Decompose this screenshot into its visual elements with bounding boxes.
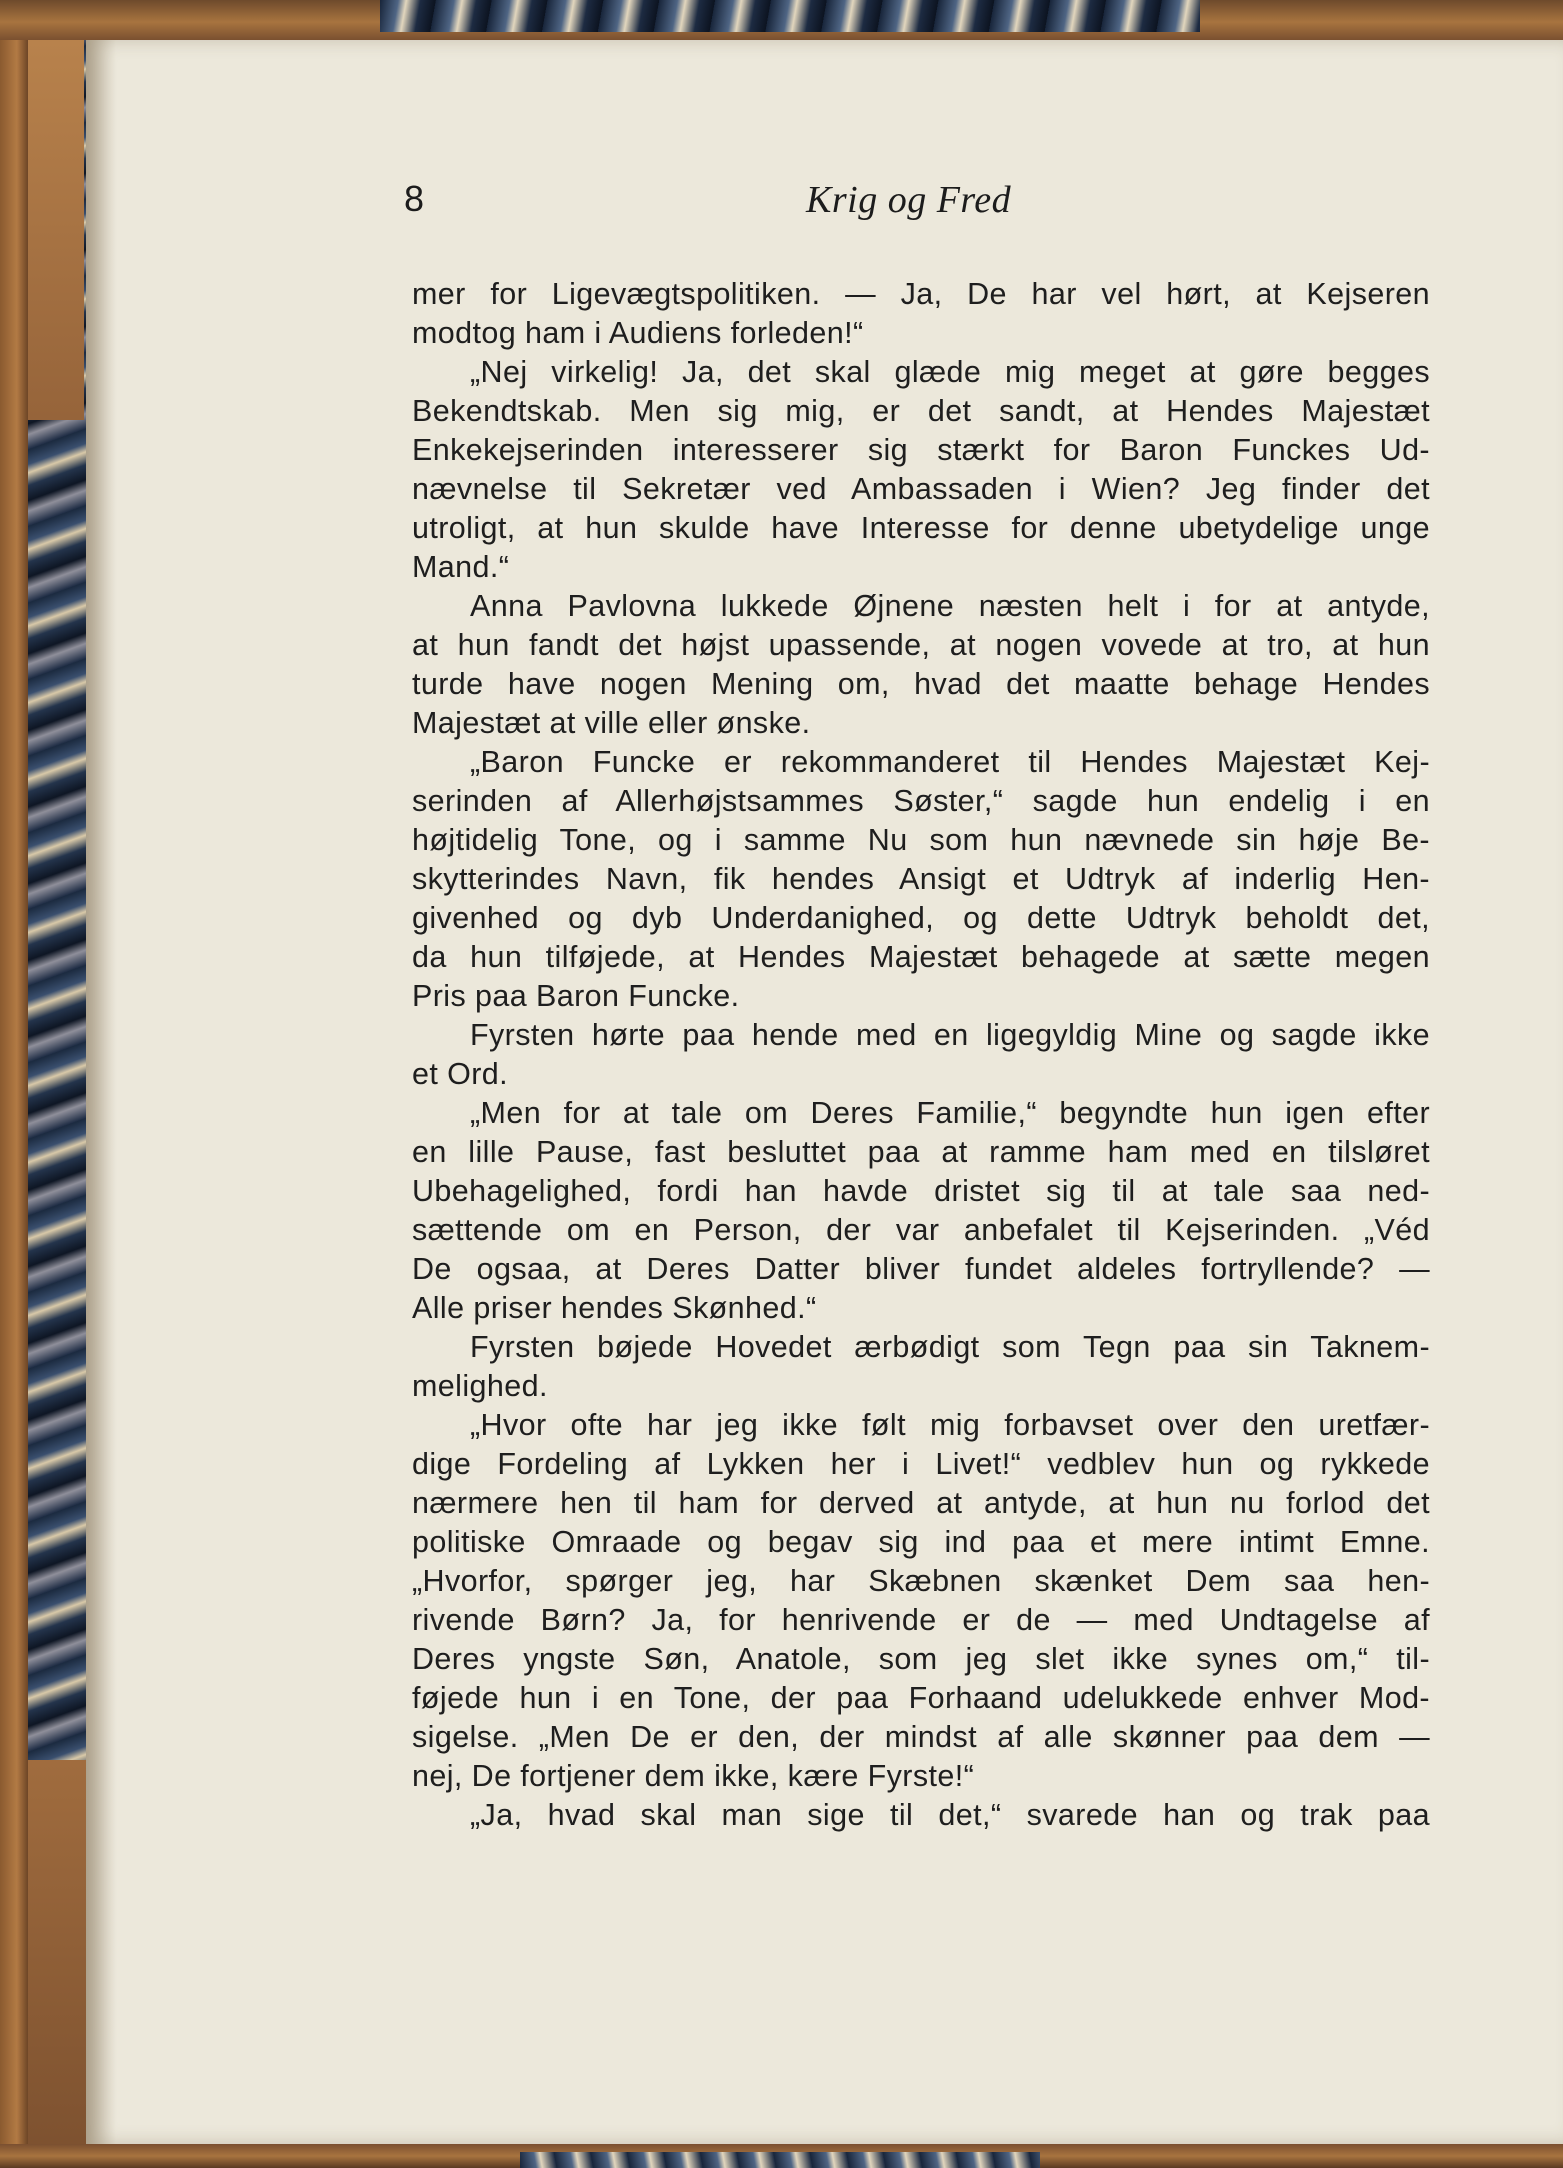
page-gutter-shadow	[86, 40, 116, 2144]
page-number: 8	[404, 178, 425, 219]
text-line: nærmere hen til ham for derved at antyde, at hun nu forlod det	[412, 1486, 1430, 1520]
text-line: „Baron Funcke er rekommanderet til Hendes Majestæt Kej-	[470, 745, 1430, 779]
text-line: „Men for at tale om Deres Familie,“ begyndte hun igen efter	[470, 1096, 1430, 1130]
text-line: Anna Pavlovna lukkede Øjnene næsten helt i for at antyde,	[470, 589, 1430, 623]
text-line: nævnelse til Sekretær ved Ambassaden i Wien? Jeg finder det	[412, 472, 1430, 506]
text-line: „Hvorfor, spørger jeg, har Skæbnen skænket Dem saa hen-	[412, 1564, 1430, 1598]
text-line: dige Fordeling af Lykken her i Livet!“ vedblev hun og rykkede	[412, 1447, 1430, 1481]
running-title: Krig og Fred	[806, 179, 1012, 221]
marbled-paper-top	[380, 0, 1200, 32]
text-line: Deres yngste Søn, Anatole, som jeg slet ikke synes om,“ til-	[412, 1642, 1430, 1676]
text-line: at hun fandt det højst upassende, at nogen vovede at tro, at hun	[412, 628, 1430, 662]
text-line: Ubehagelighed, fordi han havde dristet sig til at tale saa ned-	[412, 1174, 1430, 1208]
marbled-paper-bottom	[520, 2152, 1040, 2168]
text-line: „Hvor ofte har jeg ikke følt mig forbavset over den uretfær-	[470, 1408, 1430, 1442]
text-line: modtog ham i Audiens forleden!“	[412, 316, 864, 350]
text-line: Fyrsten bøjede Hovedet ærbødigt som Tegn paa sin Taknem-	[470, 1330, 1430, 1364]
text-line: da hun tilføjede, at Hendes Majestæt behagede at sætte megen	[412, 940, 1430, 974]
leather-corner-top-left	[28, 40, 84, 420]
text-line: De ogsaa, at Deres Datter bliver fundet aldeles fortryllende? —	[412, 1252, 1430, 1286]
text-line: mer for Ligevægtspolitiken. — Ja, De har vel hørt, at Kejseren	[412, 277, 1430, 311]
text-line: turde have nogen Mening om, hvad det maatte behage Hendes	[412, 667, 1430, 701]
text-line: „Nej virkelig! Ja, det skal glæde mig meget at gøre begges	[470, 355, 1430, 389]
text-line: givenhed og dyb Underdanighed, og dette Udtryk beholdt det,	[412, 901, 1430, 935]
text-line: Mand.“	[412, 550, 510, 584]
text-line: melighed.	[412, 1369, 548, 1403]
text-line: serinden af Allerhøjstsammes Søster,“ sagde hun endelig i en	[412, 784, 1430, 818]
text-line: Alle priser hendes Skønhed.“	[412, 1291, 817, 1325]
text-line: Bekendtskab. Men sig mig, er det sandt, at Hendes Majestæt	[412, 394, 1430, 428]
leather-corner-bottom-left	[28, 1760, 88, 2144]
text-line: Pris paa Baron Funcke.	[412, 979, 740, 1013]
text-line: Majestæt at ville eller ønske.	[412, 706, 811, 740]
text-line: nej, De fortjener dem ikke, kære Fyrste!“	[412, 1759, 975, 1793]
body-text	[412, 275, 1430, 1835]
text-line: et Ord.	[412, 1057, 509, 1091]
text-line: Fyrsten hørte paa hende med en ligegyldig Mine og sagde ikke	[470, 1018, 1430, 1052]
text-line: føjede hun i en Tone, der paa Forhaand udelukkede enhver Mod-	[412, 1681, 1430, 1715]
text-line: en lille Pause, fast besluttet paa at ramme ham med en tilsløret	[412, 1135, 1430, 1169]
text-line: højtidelig Tone, og i samme Nu som hun nævnede sin høje Be-	[412, 823, 1430, 857]
text-line: utroligt, at hun skulde have Interesse for denne ubetydelige unge	[412, 511, 1430, 545]
text-line: sættende om en Person, der var anbefalet til Kejserinden. „Véd	[412, 1213, 1430, 1247]
text-line: skytterindes Navn, fik hendes Ansigt et Udtryk af inderlig Hen-	[412, 862, 1430, 896]
leather-spine-edge	[0, 0, 28, 2168]
text-line: „Ja, hvad skal man sige til det,“ svarede han og trak paa	[470, 1798, 1430, 1832]
text-line: sigelse. „Men De er den, der mindst af alle skønner paa dem —	[412, 1720, 1430, 1754]
text-line: rivende Børn? Ja, for henrivende er de — med Undtagelse af	[412, 1603, 1430, 1637]
text-line: Enkekejserinden interesserer sig stærkt for Baron Funckes Ud-	[412, 433, 1430, 467]
text-line: politiske Omraade og begav sig ind paa et mere intimt Emne.	[412, 1525, 1430, 1559]
